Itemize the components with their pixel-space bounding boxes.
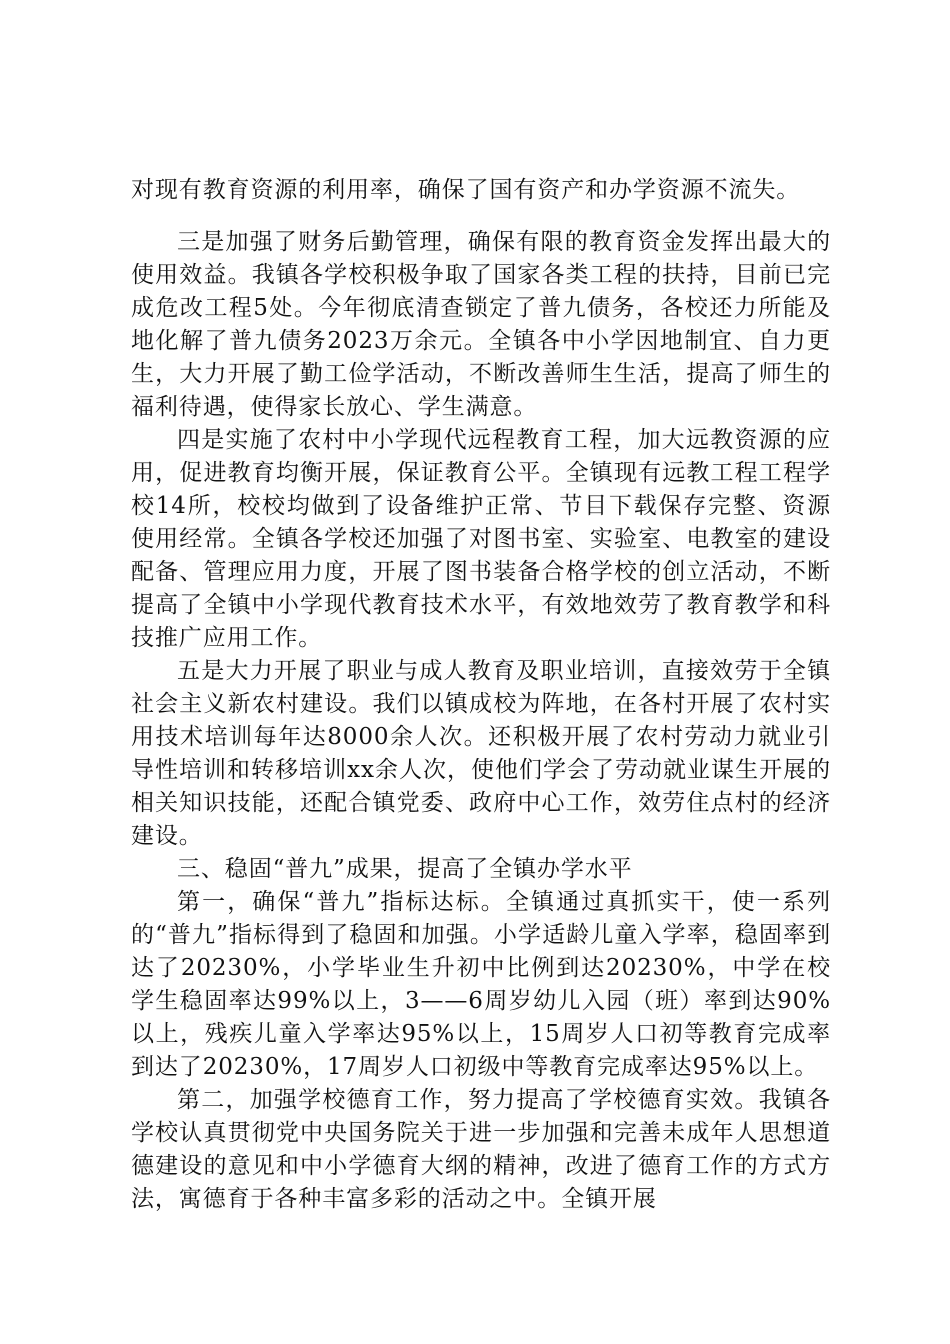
paragraph-remote-education: 四是实施了农村中小学现代远程教育工程，加大远教资源的应用，促进教育均衡开展，保证教育公平。全镇现有远教工程工程学校14所，校校均做到了设备维护正常、节目下载保存完整、资源使用经常。全镇各学校还加强了对图书室、实验室、电教室的建设配备、管理应用力度，开展了图书装备合格学校的创立活动，不断提高了全镇中小学现代教育技术水平，有效地效劳了教育教学和科技推广应用工作。 <box>131 427 831 651</box>
paragraph-moral-education: 第二，加强学校德育工作，努力提高了学校德育实效。我镇各学校认真贯彻党中央国务院关于进一步加强和完善未成年人思想道德建设的意见和中小学德育大纲的精神，改进了德育工作的方式方法，寓德育于各种丰富多彩的活动之中。全镇开展 <box>131 1087 831 1212</box>
paragraph-vocational-training: 五是大力开展了职业与成人教育及职业培训，直接效劳于全镇社会主义新农村建设。我们以镇成校为阵地，在各村开展了农村实用技术培训每年达8000余人次。还积极开展了农村劳动力就业引导性培训和转移培训xx余人次，使他们学会了劳动就业谋生开展的相关知识技能，还配合镇党委、政府中心工作，效劳住点村的经济建设。 <box>131 658 831 849</box>
paragraph-puji-indicators: 第一，确保“普九”指标达标。全镇通过真抓实干，使一系列的“普九”指标得到了稳固和加强。小学适龄儿童入学率，稳固率到达了20230%，小学毕业生升初中比例到达20230%，中学在校学生稳固率达99%以上，3——6周岁幼儿入园（班）率到达90%以上，残疾儿童入学率达95%以上，15周岁人口初等教育完成率到达了20230%，17周岁人口初级中等教育完成率达95%以上。 <box>131 889 831 1080</box>
section-heading-consolidate-puji: 三、稳固“普九”成果，提高了全镇办学水平 <box>177 856 633 882</box>
lead-paragraph: 对现有教育资源的利用率，确保了国有资产和办学资源不流失。 <box>131 177 801 203</box>
paragraph-finance-management: 三是加强了财务后勤管理，确保有限的教育资金发挥出最大的使用效益。我镇各学校积极争取了国家各类工程的扶持，目前已完成危改工程5处。今年彻底清查锁定了普九债务，各校还力所能及地化解了普九债务2023万余元。全镇各中小学因地制宜、自力更生，大力开展了勤工俭学活动，不断改善师生生活，提高了师生的福利待遇，使得家长放心、学生满意。 <box>131 229 831 420</box>
main-text-block <box>131 226 831 1216</box>
lead-paragraph-block <box>131 174 831 207</box>
